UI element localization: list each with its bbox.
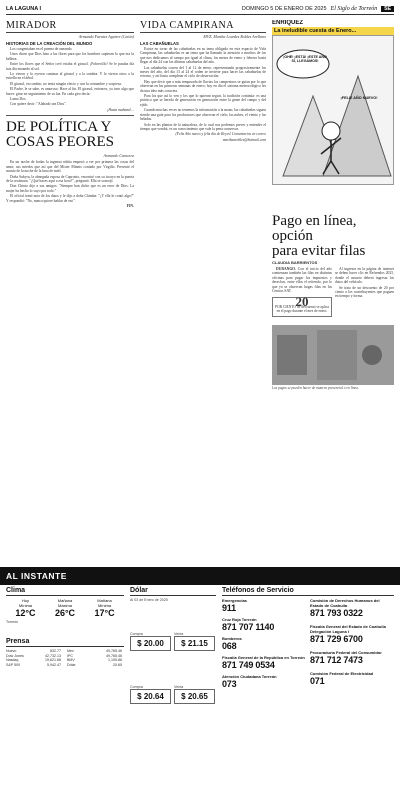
prensa-title: Prensa	[6, 638, 124, 647]
pago-body-left: DURANGO. Con el inicio del año comienzan también las filas en distintas oficinas para pagar los impuestos y derechos, entre ellos el refrendo, por lo que ya se observan largas filas en los Centros SAT. 20 POR CIENTO de descuento se aplica en el pago durante el mes de enero.	[272, 267, 332, 321]
vida-body: Existe en torno de las cabañuelas en su tema obligado en este espacio de Vida Campirana, las cabañuelas es un tema que ha llamado la atención a muchos de los que nos dedicamos al campo por igual al clima, los meses de enero y febrero hasta llegar al día 24 con las últimas cabañuelas del año. Las cabañuelas corren del 1 al 12 de enero, representando progresivamente los meses del año, del día 13 al 24 el orden se invierte para hacer las cabañuelas de retorno, y así hasta completar el ciclo de observación. Hay que decir que a más temporada de lluvias los campesinos se guían por lo que observan en las primeras semanas de enero; hoy en día el sistema meteorológico les da una idea más concreta. Para los que así lo ven y los que lo quieran seguir, la tradición continúa: es una práctica que se hereda de generación en generación entre la gente del campo y del ejido. Cuando muchas veces no tenemos la información a la mano, las cabañuelas siguen siendo una guía para los productores que observan el cielo, las nubes, el viento y las heladas. Solo en las plantas de la naturaleza, de lo cual nos podemos prever y entender el tiempo que vendrá, es un conocimiento que vale la pena conservar. (Feliz Año nuevo y feliz día de Reyes! Comentarios en correo marthaarobles@hotmail.com	[140, 47, 266, 142]
stocks-left: Nuevo 832.77 Dow Jones 42,732.13 Nasdaq 19,621.68 S&P 500 5,942.47	[6, 649, 61, 667]
pago-photo	[272, 325, 394, 385]
mirador-title: MIRADOR	[6, 20, 134, 33]
office-photo-icon	[272, 325, 394, 385]
vida-byline: MVZ. Martha Lourdes Robles Arellano	[203, 34, 266, 39]
politica-body: En un noche de bodas la ingenua niñita empezó a ver por primera las cosas del amor, sus miedos que así que del Mister Minnis contado por Virgilio. Presentó el asunto de la noche de la luna de miel. Doña Subyra, la abnegada esposa de Capronio, encontró con su tocayo en la puerta de la recámara. "¿Qué haces aquí a esa hora?", preguntó. Ella se sonrojó. Don Chinto dijo a sus amigos: "Siempre han dicho que es un error de Dios. La mujer ha hecho lo suyo por todo." El oficial tomó nota de los datos y le dijo a doña Chimba: "¿Y ella le contó algo?" Y respondió: "No, nunca quiere hablar de eso". FIN.	[6, 160, 134, 208]
telefonos-right: Comisión de Derechos Humanos del Estado de Coahuila 871 793 0322 Fiscalía General del Estado de Coahuila Delegación Laguna I 871 729 6700 Procuraduría Federal del Consumidor 871 712 7473 Comisión Federal de Electricidad 071	[310, 598, 386, 686]
stocks-right: Mex 49,765.46 IPC 49,765.46 BMV 1,105.86 Dólar 20.65	[67, 649, 122, 667]
dolar-sell-1: $ 21.15	[174, 636, 215, 651]
dolar-sell-2: $ 20.65	[174, 689, 215, 704]
pago-title: Pago en línea, opción para evitar filas	[272, 214, 366, 259]
temp-hoy: 12°C	[15, 608, 36, 618]
cartoon-artist: ENRÍQUEZ	[272, 20, 304, 26]
page-number: 5E	[381, 6, 394, 12]
vida-subhead: LAS CABAÑUELAS	[140, 41, 179, 46]
editorial-cartoon	[272, 35, 394, 185]
cartoon-caption: La ineludible cuesta de Enero...	[272, 27, 394, 35]
telefonos-left: Emergencias 911 Cruz Roja Torreón 871 707 1140 Bomberos 068 Fiscalía General de la República en Torreón 871 749 0534 Atención Ciudadana Torreón 073	[222, 598, 305, 689]
temp-max: 26°C	[54, 608, 76, 618]
al-instante-bar: AL INSTANTE	[0, 567, 400, 585]
clima-section: Clima Hoy Mínima 12°C Mañana Máxima 26°C Mañana Mínima 17°C Torreón Prensa Nuevo 832.77 Dow Jones 42,732.13 Nasdaq 19,621.68 S&P 500 5,942.47 Mex 49,765.46 IPC 49,765.46 BMV 1,105.86 Dólar 20.65	[6, 587, 122, 667]
pago-article	[272, 214, 394, 564]
mirador-byline: Armando Fuentes Aguirre (Catón)	[78, 34, 134, 39]
telefonos-section	[222, 587, 394, 693]
column-left	[6, 20, 134, 565]
newspaper-name: El Siglo de Torreón	[330, 5, 378, 12]
dolar-buy-2: $ 20.64	[130, 689, 171, 704]
vida-title: VIDA CAMPIRANA	[140, 20, 266, 33]
politica-byline: Armando Camorra	[103, 153, 134, 159]
clima-title: Clima	[6, 587, 124, 596]
mirador-body: Los congeniaban en el poema de aneando. Unos dicen que Dios hizo a las flores para que los hombres supieran lo que era la belleza. Entre los flores que el Señor creó estaba el girasol. ¡Pobrecillo! Se le pasaba día tras día mirando al sol. Lo vieron y lo oyeron caminar al girasol y a la sombra. Y lo vieron otros a la estrella en el árbol. El girasol, en cambio, no tenia ningún efecto y con la costumbre y sorpresa. El Padre, le se sabe, es amoroso. Hace al fin. El girasol, entonces, ya tuvo algo que hacer: girar en seguimiento de su luz. En cada giro decía: Lamo Dos. Con quiere decir: "Alabado sea Dios". ¡Hasta mañana!...	[6, 47, 134, 112]
cartoon-sign: ¡FELIZ AÑO NUEVO!	[340, 96, 378, 100]
telefonos-title: Teléfonos de Servicio	[222, 587, 394, 596]
cartoon-balloon: ¡OHE! ¡ESTÁ! ¡ESTE AÑO SÍ, LLEGAMOS!	[283, 55, 327, 63]
pago-photo-caption: Los pagos se pueden hacer de manera presencial o en línea.	[272, 385, 359, 390]
politica-title: DE POLÍTICA Y COSAS PEORES	[6, 119, 114, 151]
dolar-title: Dólar	[130, 587, 216, 596]
page-header	[6, 3, 394, 15]
dolar-buy-1: $ 20.00	[130, 636, 171, 651]
column-middle	[140, 20, 266, 565]
header-date: DOMINGO 5 DE ENERO DE 2025	[241, 5, 327, 12]
mirador-subhead: HISTORIAS DE LA CREACIÓN DEL MUNDO	[6, 41, 93, 46]
dolar-section: Dólar Al 03 de Enero de 2025 Compra $ 20.00 Venta $ 21.15 Compra $ 20.64 Venta $ 20.65	[130, 587, 216, 704]
temp-min: 17°C	[94, 608, 115, 618]
pago-byline: CLAUDIA BARRIENTOS	[272, 260, 318, 265]
pago-highlight: 20 POR CIENTO de descuento se aplica en el pago durante el mes de enero.	[272, 297, 332, 316]
section-label: LA LAGUNA I	[6, 5, 42, 12]
pago-body-right: Al ingresar en la página de internet se deben hacer clic en Refrendos 2025, donde el usuario deberá ingresar los datos del vehículo. Se trata de un descuento de 20 por ciento a los contribuyentes que paguen en tiempo y forma.	[335, 267, 394, 299]
